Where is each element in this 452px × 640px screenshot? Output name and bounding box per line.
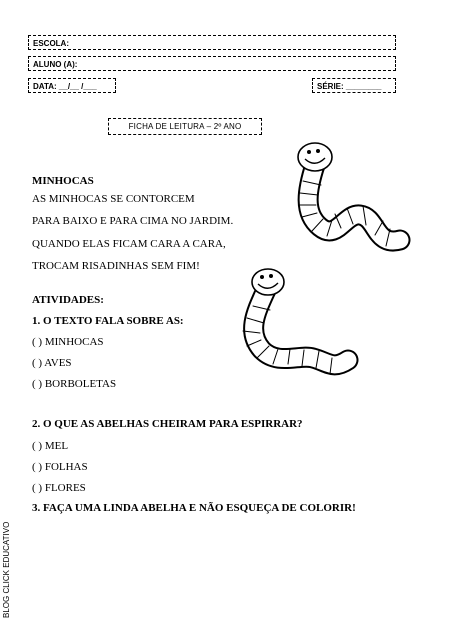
question-2-option-1[interactable]: ( ) MEL — [32, 440, 69, 452]
question-1-option-2[interactable]: ( ) AVES — [32, 357, 72, 369]
worm-head-bottom — [252, 269, 284, 295]
question-2-prompt: 2. O QUE AS ABELHAS CHEIRAM PARA ESPIRRAR? — [32, 418, 303, 430]
poem-title: MINHOCAS — [32, 175, 94, 187]
question-1-prompt: 1. O TEXTO FALA SOBRE AS: — [32, 315, 184, 327]
worksheet-title-text: FICHA DE LEITURA – 2º ANO — [128, 122, 242, 131]
student-field[interactable] — [28, 56, 396, 71]
poem-line-1: AS MINHOCAS SE CONTORCEM — [32, 193, 195, 205]
date-field[interactable] — [28, 78, 116, 93]
poem-line-3: QUANDO ELAS FICAM CARA A CARA, — [32, 238, 226, 250]
worm-body-bottom — [243, 290, 348, 374]
activities-heading: ATIVIDADES: — [32, 294, 104, 306]
school-field[interactable] — [28, 35, 396, 50]
date-label: DATA: __/__ /___ — [33, 82, 97, 91]
worm-illustration-bottom — [228, 262, 368, 392]
question-1-option-1[interactable]: ( ) MINHOCAS — [32, 336, 104, 348]
question-3-prompt: 3. FAÇA UMA LINDA ABELHA E NÃO ESQUEÇA DE COLORIR! — [32, 502, 356, 514]
poem-line-4: TROCAM RISADINHAS SEM FIM! — [32, 260, 200, 272]
question-1-option-3[interactable]: ( ) BORBOLETAS — [32, 378, 117, 390]
school-label: ESCOLA: — [33, 39, 69, 48]
worm-illustration-top — [285, 135, 425, 265]
student-label: ALUNO (A): — [33, 60, 78, 69]
question-2-option-2[interactable]: ( ) FOLHAS — [32, 461, 88, 473]
worksheet-title — [108, 118, 262, 135]
worm-body-top — [299, 165, 400, 246]
grade-field[interactable] — [312, 78, 396, 93]
grade-label: SÉRIE: ________ — [317, 82, 382, 91]
question-2-option-3[interactable]: ( ) FLORES — [32, 482, 86, 494]
worm-head-top — [298, 143, 332, 171]
poem-line-2: PARA BAIXO E PARA CIMA NO JARDIM. — [32, 215, 234, 227]
side-watermark: BLOG CLICK EDUCATIVO — [2, 521, 11, 618]
